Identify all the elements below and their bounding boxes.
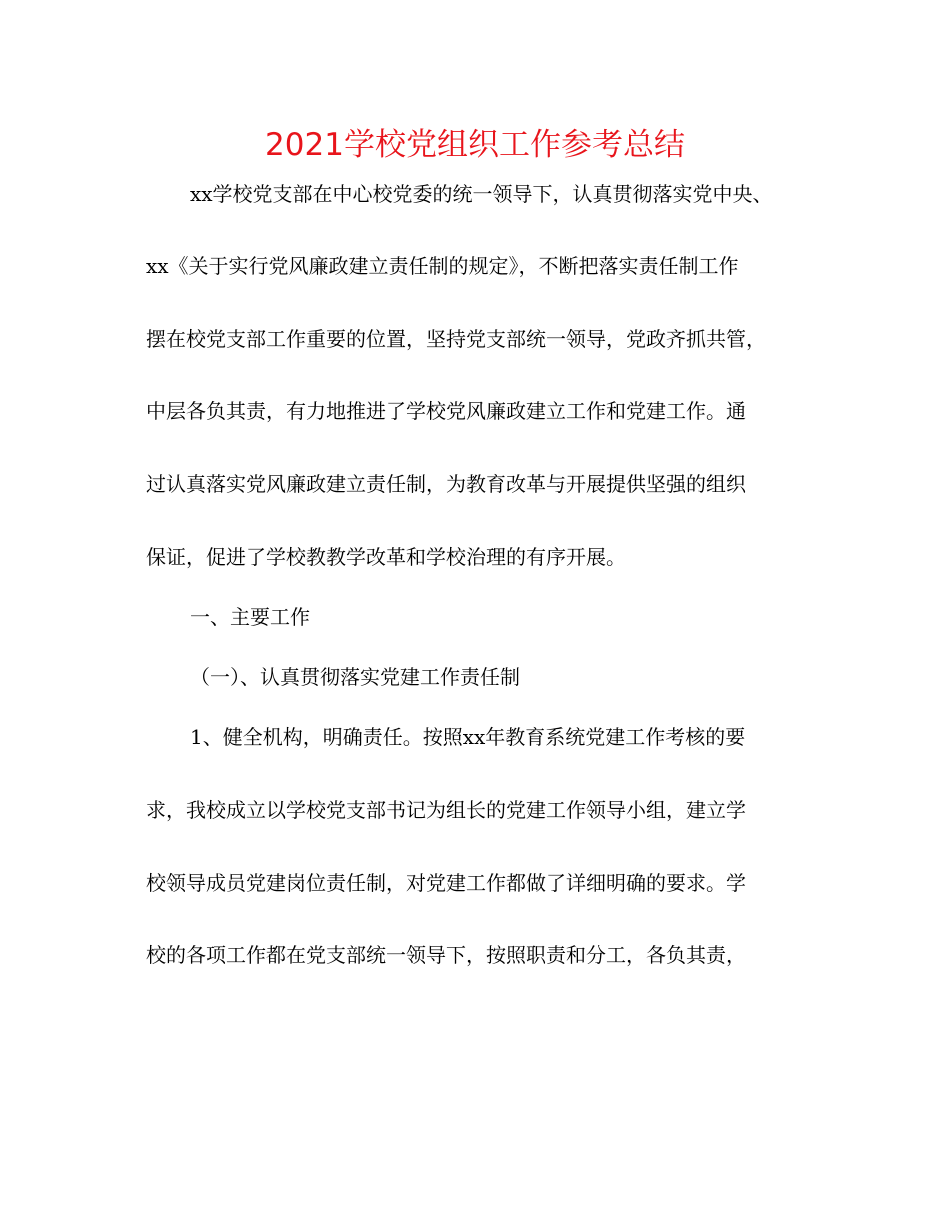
subsection-heading: （一）、认真贯彻落实党建工作责任制: [190, 665, 520, 689]
paragraph-line: 校的各项工作都在党支部统一领导下，按照职责和分工，各负其责，: [146, 943, 746, 967]
paragraph-line: 摆在校党支部工作重要的位置，坚持党支部统一领导，党政齐抓共管，: [146, 327, 766, 351]
paragraph-line: 1、健全机构，明确责任。按照xx年教育系统党建工作考核的要: [190, 725, 746, 749]
paragraph-line: 保证，促进了学校教教学改革和学校治理的有序开展。: [146, 545, 626, 569]
paragraph-line: xx《关于实行党风廉政建立责任制的规定》，不断把落实责任制工作: [146, 254, 739, 278]
paragraph-line: 求，我校成立以学校党支部书记为组长的党建工作领导小组，建立学: [146, 798, 746, 822]
paragraph-line: 过认真落实党风廉政建立责任制，为教育改革与开展提供坚强的组织: [146, 472, 746, 496]
paragraph-line: 中层各负其责，有力地推进了学校党风廉政建立工作和党建工作。通: [146, 399, 746, 423]
paragraph-line: 校领导成员党建岗位责任制，对党建工作都做了详细明确的要求。学: [146, 871, 746, 895]
section-heading: 一、主要工作: [190, 605, 310, 629]
document-title: 2021学校党组织工作参考总结: [265, 127, 685, 163]
paragraph-line: xx学校党支部在中心校党委的统一领导下，认真贯彻落实党中央、: [190, 182, 773, 206]
